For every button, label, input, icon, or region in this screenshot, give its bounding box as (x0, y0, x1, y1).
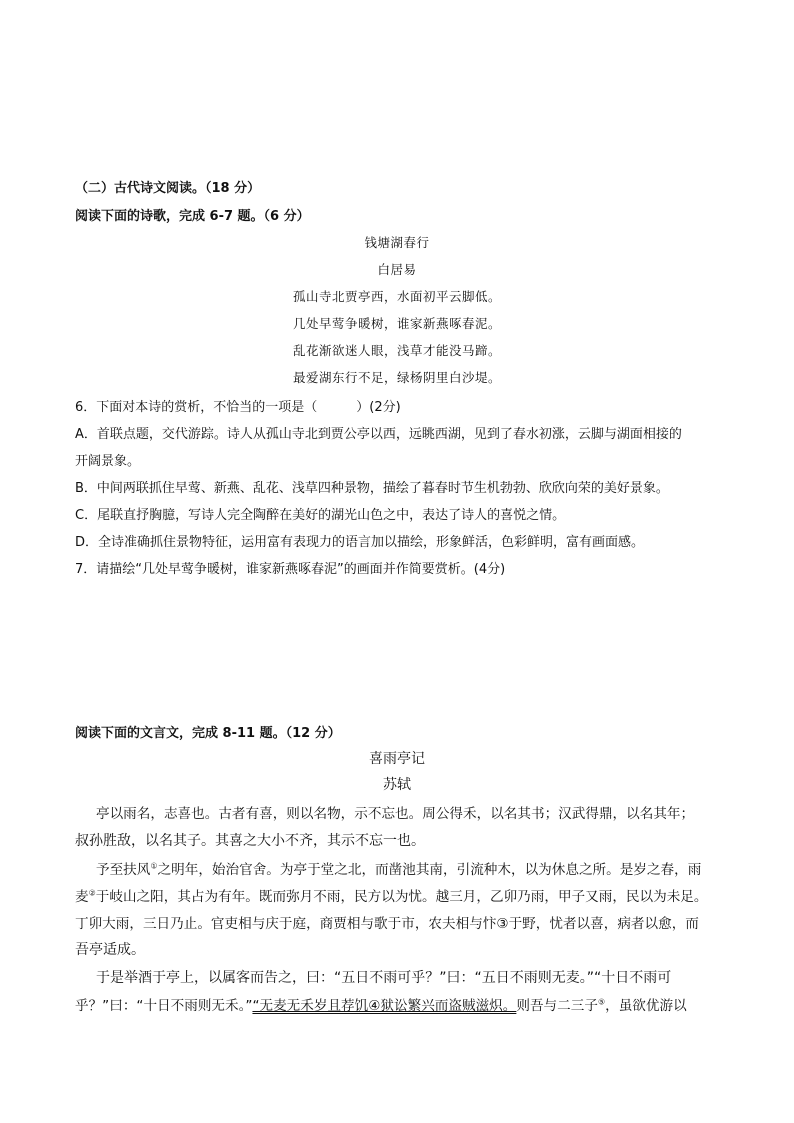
option-b: B．中间两联抓住早莺、新燕、乱花、浅草四种景物，描绘了暮春时节生机勃勃、欣欣向荣的美好景象。 (75, 481, 669, 496)
poem-title: 钱塘湖春行 (364, 235, 430, 250)
footnote-marker: ⑤ (597, 997, 606, 1007)
essay-paragraph-1-line-1: 亭以雨名，志喜也。古者有喜，则以名物，示不忘也。周公得禾，以名其书；汉武得鼎，以名其年； (96, 806, 695, 822)
poem-line: 几处早莺争暖树，谁家新燕啄春泥。 (292, 316, 501, 331)
essay-paragraph-1-line-2: 叔孙胜敌，以名其子。其喜之大小不齐，其示不忘一也。 (75, 833, 425, 849)
essay-paragraph-2-line-3: 丁卯大雨，三日乃止。官吏相与庆于庭，商贾相与歌于市，农夫相与忭③于野，忧者以喜，病者以愈，而 (75, 916, 699, 932)
essay-paragraph-2-line-1: 予至扶风①之明年，始治官舍。为亭于堂之北，而凿池其南，引流种木，以为休息之所。是岁之春，雨 (96, 861, 702, 878)
option-a-continued: 开阔景象。 (75, 454, 141, 469)
section-heading: （二）古代诗文阅读。（18 分） (75, 181, 261, 196)
essay-paragraph-3-line-2: 乎？”曰：“十日不雨则无禾。”“无麦无禾岁且荐饥④狱讼繁兴而盗贼滋炽。则吾与二三子⑤，虽欲优游以 (75, 997, 687, 1014)
option-a: A．首联点题，交代游踪。诗人从孤山寺北到贾公亭以西，远眺西湖，见到了春水初涨，云脚与湖面相接的 (75, 427, 682, 442)
essay-paragraph-3-line-1: 于是举酒于亭上，以属客而告之，曰：“五日不雨可乎？”曰：“五日不雨则无麦。”“十日不雨可 (96, 970, 672, 986)
underlined-sentence: “无麦无禾岁且荐饥④狱讼繁兴而盗贼滋炽。 (252, 998, 517, 1014)
question-7-stem: 7．请描绘“几处早莺争暖树，谁家新燕啄春泥”的画面并作简要赏析。(4分) (75, 562, 506, 577)
footnote-marker: ① (150, 861, 158, 871)
poem-author: 白居易 (377, 262, 417, 277)
option-c: C．尾联直抒胸臆，写诗人完全陶醉在美好的湖光山色之中，表达了诗人的喜悦之情。 (75, 508, 566, 523)
poem-line: 最爱湖东行不足，绿杨阴里白沙堤。 (292, 370, 501, 385)
poem-line: 乱花渐欲迷人眼，浅草才能没马蹄。 (292, 343, 501, 358)
essay-paragraph-2-line-4: 吾亭适成。 (75, 942, 145, 958)
essay-title: 喜雨亭记 (369, 751, 425, 767)
essay-author: 苏轼 (383, 777, 411, 793)
poem-line: 孤山寺北贾亭西，水面初平云脚低。 (292, 289, 501, 304)
option-d: D．全诗准确抓住景物特征，运用富有表现力的语言加以描绘，形象鲜活，色彩鲜明，富有画面感。 (75, 535, 645, 550)
classical-instruction: 阅读下面的文言文，完成 8-11 题。（12 分） (75, 726, 341, 741)
question-6-stem: 6．下面对本诗的赏析，不恰当的一项是（ ）(2分) (75, 400, 401, 415)
footnote-marker: ② (88, 888, 96, 898)
poem-instruction: 阅读下面的诗歌，完成 6-7 题。（6 分） (75, 209, 310, 224)
essay-paragraph-2-line-2: 麦②于岐山之阳，其占为有年。既而弥月不雨，民方以为忧。越三月，乙卯乃雨，甲子又雨，民以为未足。 (75, 888, 708, 905)
